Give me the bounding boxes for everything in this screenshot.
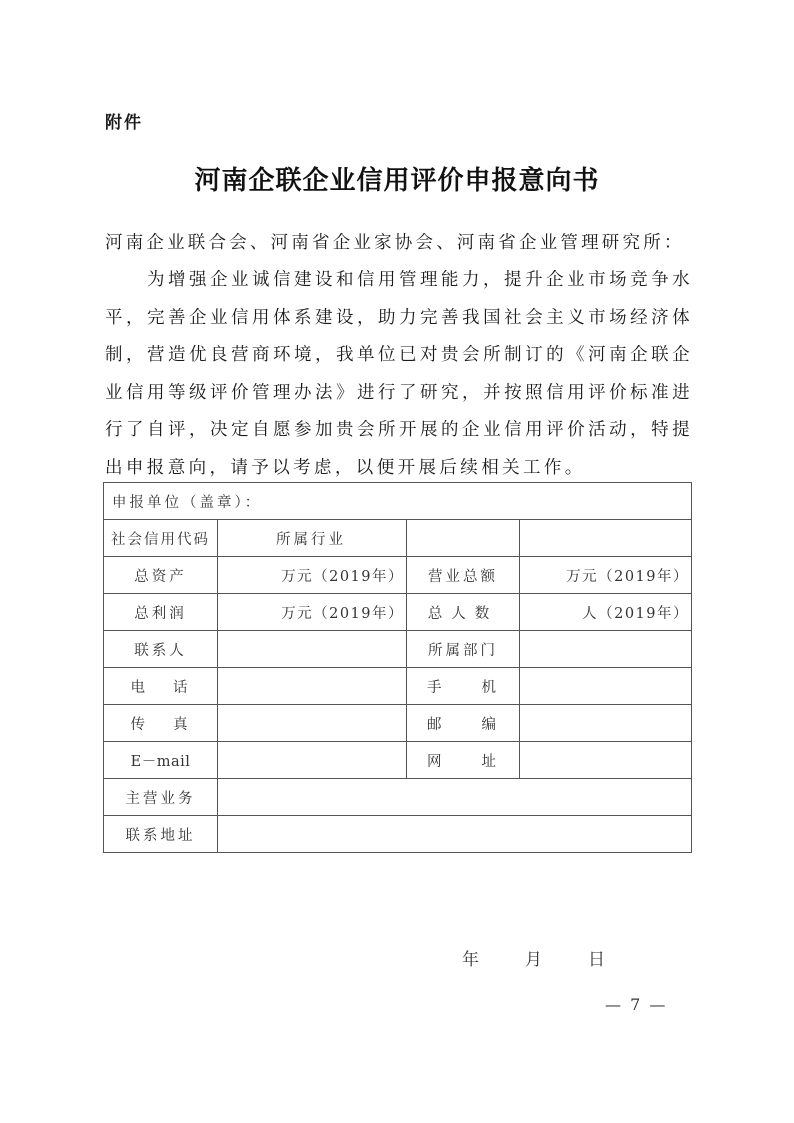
- headcount-field[interactable]: [520, 594, 692, 631]
- main-business-field[interactable]: [218, 779, 692, 816]
- revenue-field[interactable]: [520, 557, 692, 594]
- address-field[interactable]: [218, 816, 692, 853]
- table-row: [104, 557, 692, 594]
- credit-code-value-cell[interactable]: [407, 520, 520, 557]
- industry-label: 所属行业: [218, 520, 407, 557]
- industry-value-cell[interactable]: [520, 520, 692, 557]
- contact-person-field[interactable]: [218, 631, 407, 668]
- phone-label: [104, 668, 218, 705]
- postcode-field[interactable]: [520, 705, 692, 742]
- email-field[interactable]: [218, 742, 407, 779]
- revenue-unit: 万元（2019年）: [566, 568, 689, 585]
- headcount-unit: 人（2019年）: [582, 605, 689, 622]
- postcode-label: [407, 705, 520, 742]
- table-row: [104, 668, 692, 705]
- letter-body: 为增强企业诚信建设和信用管理能力，提升企业市场竞争水平，完善企业信用体系建设，助力完善我国社会主义市场经济体制，营造优良营商环境，我单位已对贵会所制订的《河南企联企业信用等级评价管理办法》进行了研究，并按照信用评价标准进行了自评，决定自愿参加贵会所开展的企业信用评价活动，特提出申报意向，请予以考虑，以便开展后续相关工作。: [105, 270, 693, 478]
- table-row: [104, 631, 692, 668]
- applicant-field[interactable]: [104, 483, 692, 520]
- address-label: 联系地址: [104, 816, 218, 853]
- applicant-label: 申报单位（盖章）：: [112, 494, 263, 511]
- total-profit-label: 总利润: [104, 594, 218, 631]
- page-number: — 7 —: [605, 995, 668, 1014]
- revenue-label: 营业总额: [407, 557, 520, 594]
- month-label: 月: [525, 950, 542, 970]
- table-row: [104, 705, 692, 742]
- department-label: 所属部门: [407, 631, 520, 668]
- year-label: 年: [462, 950, 479, 970]
- table-row: [104, 483, 692, 520]
- mobile-label-char: 手: [427, 679, 445, 696]
- total-profit-unit: 万元（2019年）: [281, 605, 404, 622]
- mobile-label: [407, 668, 520, 705]
- total-assets-label: 总资产: [104, 557, 218, 594]
- main-business-label: 主营业务: [104, 779, 218, 816]
- total-assets-unit: 万元（2019年）: [281, 568, 404, 585]
- mobile-label-char: 机: [481, 679, 499, 696]
- fax-label-char: 传: [130, 716, 148, 733]
- table-row: [104, 779, 692, 816]
- website-label-char: 址: [481, 753, 499, 770]
- credit-code-label: 社会信用代码: [104, 520, 218, 557]
- website-label-char: 网: [427, 753, 445, 770]
- department-field[interactable]: [520, 631, 692, 668]
- table-row: [104, 594, 692, 631]
- application-form-table: [103, 482, 692, 853]
- table-row: [104, 742, 692, 779]
- contact-person-label: 联系人: [104, 631, 218, 668]
- website-field[interactable]: [520, 742, 692, 779]
- document-title: 河南企联企业信用评价申报意向书: [194, 166, 600, 196]
- phone-field[interactable]: [218, 668, 407, 705]
- email-label: E－mail: [104, 742, 218, 779]
- phone-label-char: 话: [173, 679, 191, 696]
- total-profit-field[interactable]: [218, 594, 407, 631]
- phone-label-char: 电: [130, 679, 148, 696]
- fax-label-char: 真: [173, 716, 191, 733]
- fax-label: [104, 705, 218, 742]
- postcode-label-char: 邮: [427, 716, 445, 733]
- table-row: [104, 816, 692, 853]
- website-label: [407, 742, 520, 779]
- postcode-label-char: 编: [481, 716, 499, 733]
- headcount-label: 总人数: [407, 594, 520, 631]
- salutation: 河南企业联合会、河南省企业家协会、河南省企业管理研究所：: [105, 233, 685, 253]
- attachment-label: 附件: [105, 113, 143, 133]
- mobile-field[interactable]: [520, 668, 692, 705]
- total-assets-field[interactable]: [218, 557, 407, 594]
- table-row: [104, 520, 692, 557]
- fax-field[interactable]: [218, 705, 407, 742]
- day-label: 日: [588, 950, 605, 970]
